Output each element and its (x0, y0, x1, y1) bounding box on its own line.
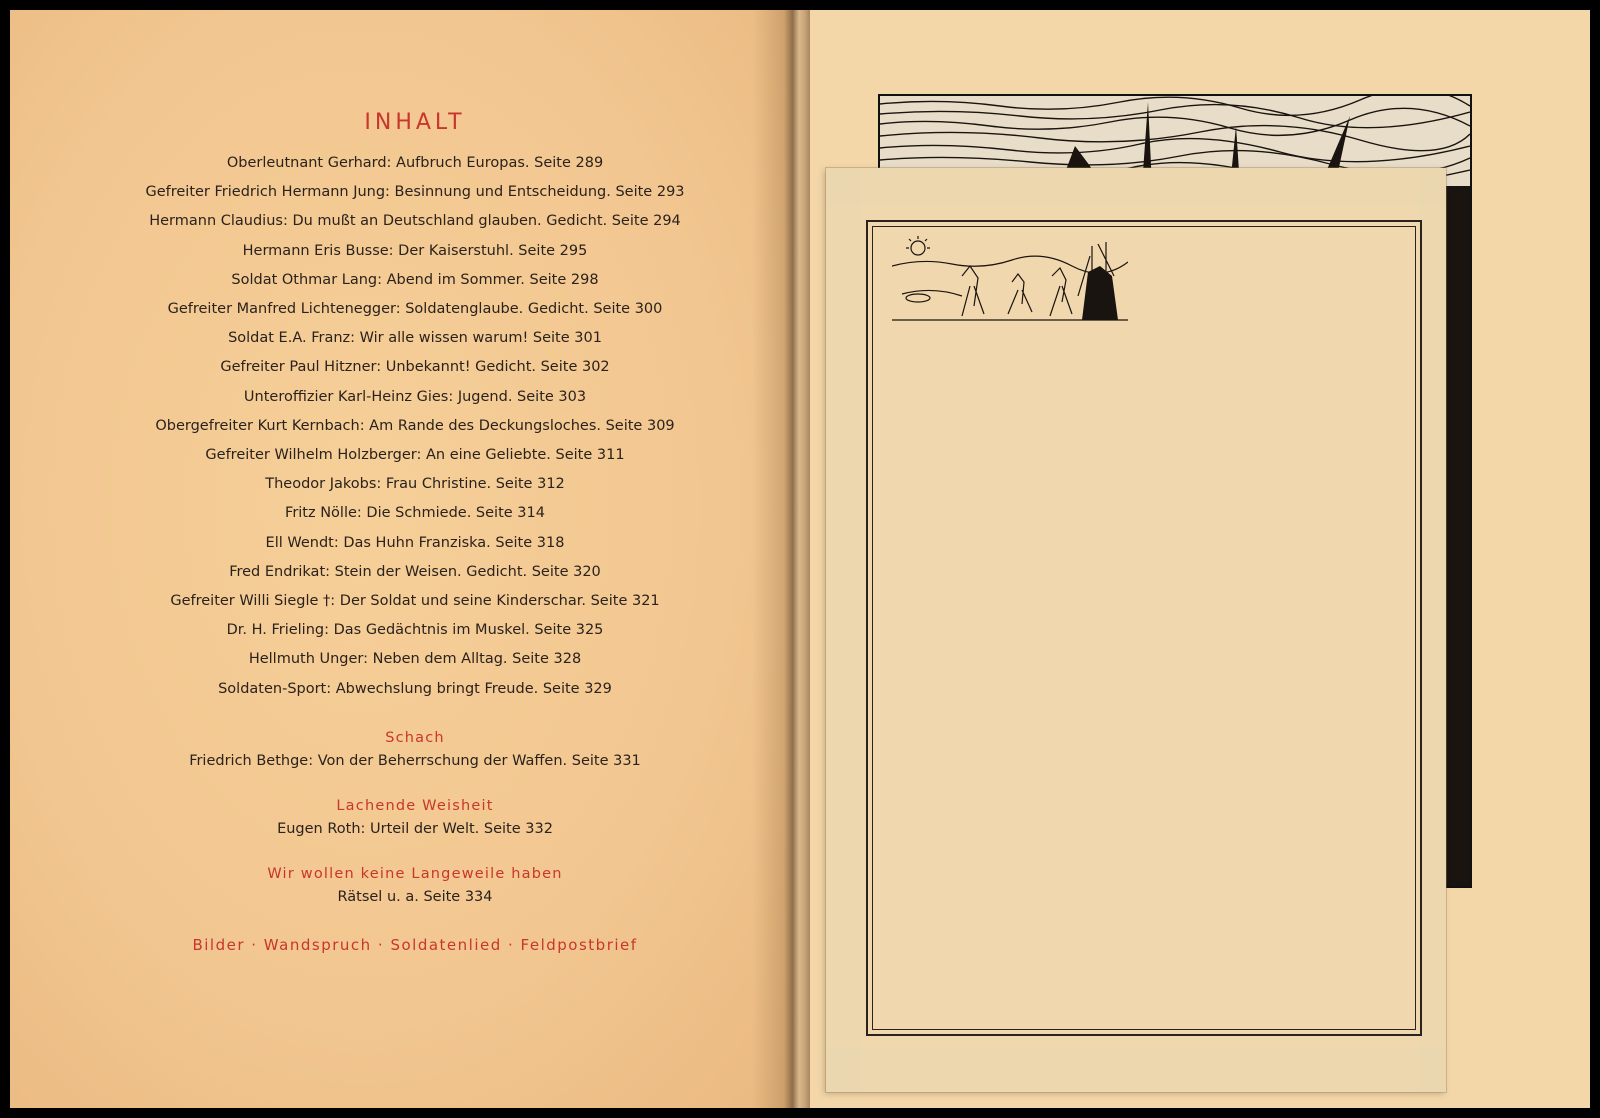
left-page (10, 10, 792, 1108)
section-entry-langeweile: Rätsel u. a. Seite 334 (337, 888, 493, 905)
tape-strip-left (826, 168, 862, 1092)
toc-entry: Gefreiter Paul Hitzner: Unbekannt! Gedicht. Seite 302 (220, 359, 610, 376)
vignette-illustration (892, 236, 1128, 322)
toc-entry: Fred Endrikat: Stein der Weisen. Gedicht. Seite 320 (229, 563, 601, 580)
section-entry-schach: Friedrich Bethge: Von der Beherrschung der Waffen. Seite 331 (189, 752, 641, 769)
toc-entry: Hermann Claudius: Du mußt an Deutschland glauben. Gedicht. Seite 294 (149, 213, 681, 230)
toc-entries (120, 149, 710, 704)
tape-strip-bottom (826, 1048, 1446, 1092)
toc-entry: Soldat Othmar Lang: Abend im Sommer. Seite 298 (231, 271, 599, 288)
toc-entry: Fritz Nölle: Die Schmiede. Seite 314 (285, 505, 545, 522)
toc-entry: Dr. H. Frieling: Das Gedächtnis im Muskel. Seite 325 (226, 622, 604, 639)
toc-entry: Hellmuth Unger: Neben dem Alltag. Seite 328 (248, 651, 582, 668)
section-title-schach: Schach (385, 729, 445, 746)
section-entry-lachende-weisheit: Eugen Roth: Urteil der Welt. Seite 332 (277, 820, 553, 837)
toc-entry: Obergefreiter Kurt Kernbach: Am Rande des Deckungsloches. Seite 309 (155, 417, 675, 434)
tape-strip-top (826, 168, 1446, 206)
toc-entry: Soldaten-Sport: Abwechslung bringt Freude. Seite 329 (218, 680, 612, 697)
book-spread (10, 10, 1590, 1108)
toc-entry: Oberleutnant Gerhard: Aufbruch Europas. Seite 289 (226, 155, 604, 171)
table-of-contents (120, 110, 710, 954)
toc-footer: Bilder · Wandspruch · Soldatenlied · Feldpostbrief (192, 935, 638, 954)
book-gutter (792, 10, 810, 1108)
toc-entry: Theodor Jakobs: Frau Christine. Seite 312 (265, 476, 565, 493)
section-title-langeweile: Wir wollen keine Langeweile haben (267, 865, 563, 882)
letter-frame (866, 220, 1422, 1036)
toc-entry: Gefreiter Manfred Lichtenegger: Soldatenglaube. Gedicht. Seite 300 (167, 301, 663, 318)
tape-strip-right (1418, 168, 1446, 1092)
toc-entry: Gefreiter Willi Siegle †: Der Soldat und seine Kinderschar. Seite 321 (170, 593, 660, 610)
toc-entry: Gefreiter Friedrich Hermann Jung: Besinnung und Entscheidung. Seite 293 (145, 184, 685, 201)
toc-entry: Ell Wendt: Das Huhn Franziska. Seite 318 (265, 534, 565, 551)
toc-entry: Hermann Eris Busse: Der Kaiserstuhl. Seite 295 (242, 242, 588, 259)
toc-entry: Unteroffizier Karl-Heinz Gies: Jugend. Seite 303 (243, 388, 587, 405)
feldpost-letter-sheet (826, 168, 1446, 1092)
toc-entry: Gefreiter Wilhelm Holzberger: An eine Geliebte. Seite 311 (205, 447, 625, 464)
right-page (810, 10, 1590, 1108)
section-title-lachende-weisheit: Lachende Weisheit (336, 797, 494, 814)
toc-heading: INHALT (364, 110, 466, 135)
toc-entry: Soldat E.A. Franz: Wir alle wissen warum! Seite 301 (228, 330, 602, 347)
